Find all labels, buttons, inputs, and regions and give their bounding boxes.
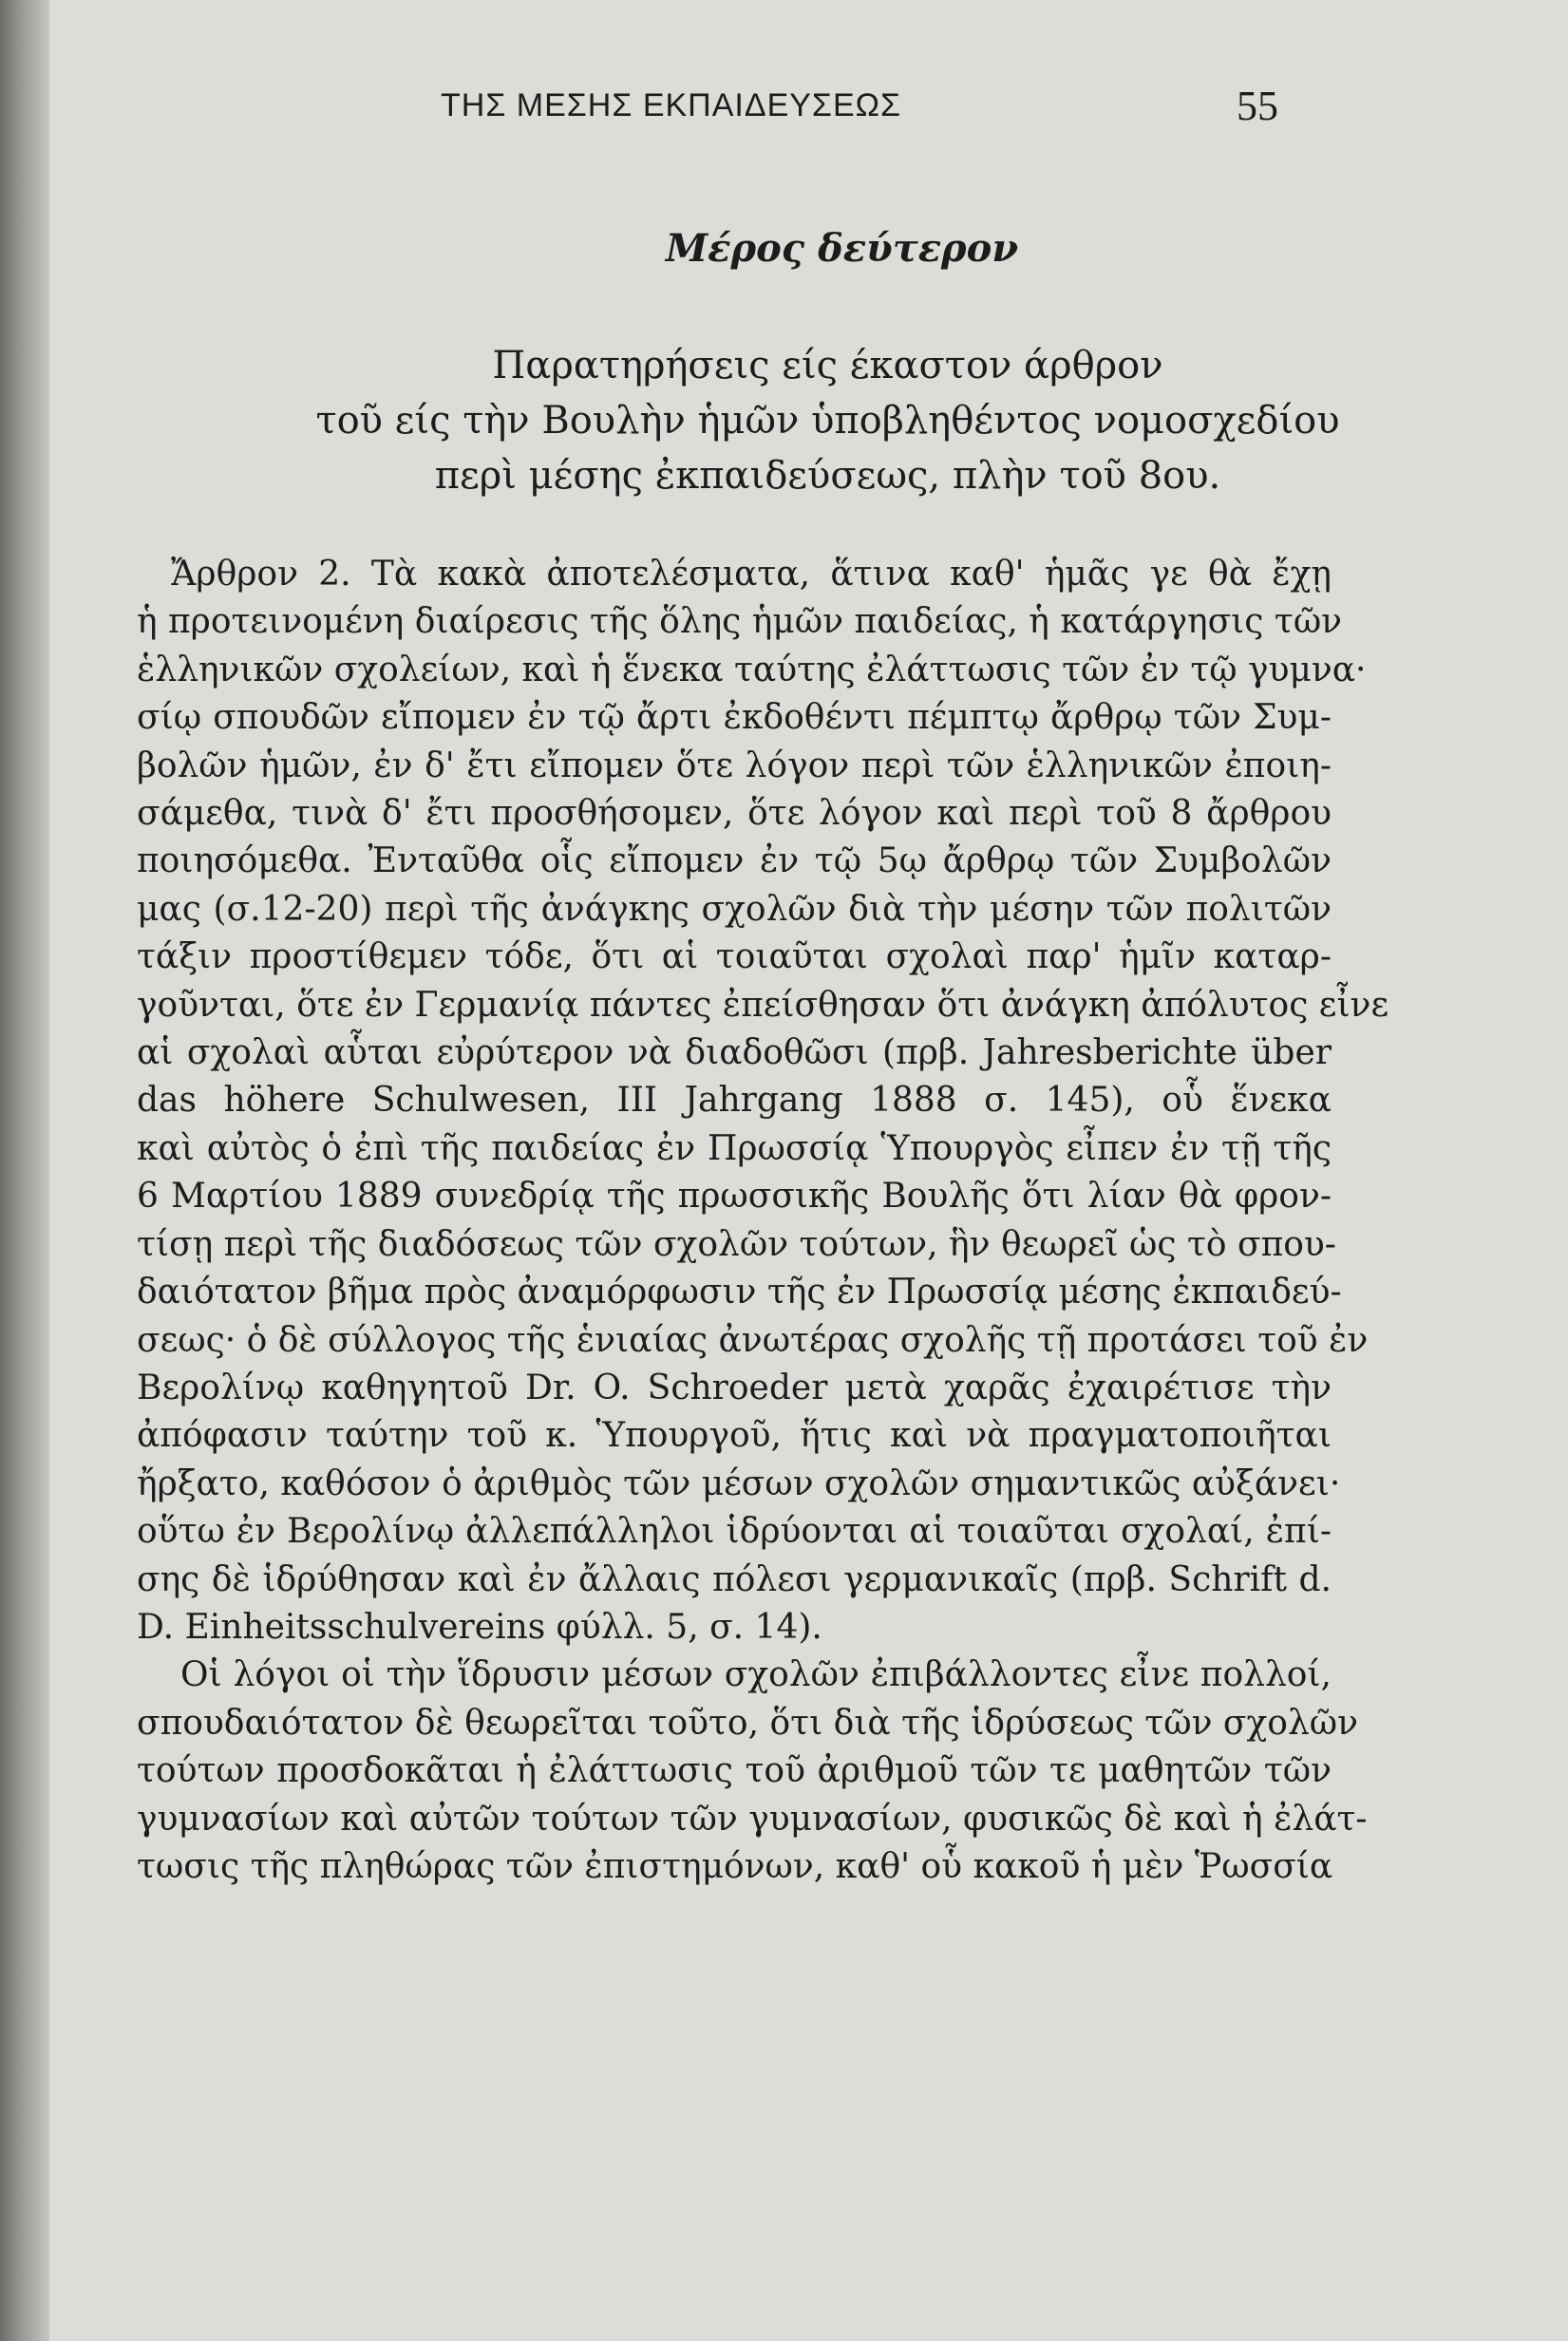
running-title: ΤΗΣ ΜΕΣΗΣ ΕΚΠΑΙΔΕΥΣΕΩΣ <box>441 87 902 123</box>
text-line: τωσις τῆς πληθώρας τῶν ἐπιστημόνων, καθ' οὗ κακοῦ ἡ μὲν Ῥωσσία <box>137 1846 1333 1886</box>
text-line: αἱ σχολαὶ αὗται εὐρύτερον νὰ διαδοθῶσι (πρβ. Jahresberichte über <box>137 1033 1332 1073</box>
paragraph-reasons <box>137 1652 1368 1891</box>
text-line: ἡ προτεινομένη διαίρεσις τῆς ὅλης ἡμῶν παιδείας, ἡ κατάργησις τῶν <box>137 602 1343 642</box>
body-text <box>137 551 1389 1891</box>
text-line: τούτων προσδοκᾶται ἡ ἐλάττωσις τοῦ ἀριθμοῦ τῶν τε μαθητῶν τῶν <box>137 1751 1332 1791</box>
page-shadow-edge <box>0 0 49 2341</box>
text-line: ποιησόμεθα. Ἐνταῦθα οἷς εἴπομεν ἐν τῷ 5ῳ ἄρθρῳ τῶν Συμβολῶν <box>137 841 1332 881</box>
text-line: οὕτω ἐν Βερολίνῳ ἀλλεπάλληλοι ἱδρύονται αἱ τοιαῦται σχολαί, ἐπί- <box>137 1512 1332 1552</box>
text-line: τάξιν προστίθεμεν τόδε, ὅτι αἱ τοιαῦται σχολαὶ παρ' ἡμῖν καταρ- <box>137 937 1332 977</box>
subtitle-line: Παρατηρήσεις είς έκαστον άρθρον <box>492 344 1163 387</box>
subtitle-line: τοῦ είς τὴν Βουλὴν ἡμῶν ὑποβληθέντος νομοσχεδίου <box>315 399 1340 443</box>
subtitle-line: περὶ μέσης ἐκπαιδεύσεως, πλὴν τοῦ 8ου. <box>434 454 1221 498</box>
text-line: σάμεθα, τινὰ δ' ἔτι προσθήσομεν, ὅτε λόγον καὶ περὶ τοῦ 8 ἄρθρου <box>137 794 1332 834</box>
text-line: γοῦνται, ὅτε ἐν Γερμανίᾳ πάντες ἐπείσθησαν ὅτι ἀνάγκη ἀπόλυτος εἶνε <box>137 985 1389 1025</box>
page-number: 55 <box>1237 83 1278 129</box>
book-page <box>49 0 1568 2341</box>
section-subtitle <box>144 338 1511 503</box>
text-line: δαιότατον βῆμα πρὸς ἀναμόρφωσιν τῆς ἐν Πρωσσίᾳ μέσης ἐκπαιδεύ- <box>137 1273 1342 1312</box>
text-line: Ἄρθρον 2. Τὰ κακὰ ἀποτελέσματα, ἅτινα καθ' ἡμᾶς γε θὰ ἔχῃ <box>171 555 1332 594</box>
text-line: σεως· ὁ δὲ σύλλογος τῆς ἑνιαίας ἀνωτέρας σχολῆς τῇ προτάσει τοῦ ἐν <box>137 1320 1369 1360</box>
text-line: βολῶν ἡμῶν, ἐν δ' ἔτι εἴπομεν ὅτε λόγον περὶ τῶν ἑλληνικῶν ἐποιη- <box>137 746 1332 785</box>
text-line: γυμνασίων καὶ αὐτῶν τούτων τῶν γυμνασίων, φυσικῶς δὲ καὶ ἡ ἐλάτ- <box>137 1799 1368 1839</box>
text-line: ἑλληνικῶν σχολείων, καὶ ἡ ἕνεκα ταύτης ἐλάττωσις τῶν ἐν τῷ γυμνα· <box>137 650 1367 689</box>
text-line: σπουδαιότατον δὲ θεωρεῖται τοῦτο, ὅτι διὰ τῆς ἱδρύσεως τῶν σχολῶν <box>137 1703 1359 1743</box>
text-line: Βερολίνῳ καθηγητοῦ Dr. O. Schroeder μετὰ χαρᾶς ἐχαιρέτισε τὴν <box>137 1368 1332 1407</box>
text-line: ἤρξατο, καθόσον ὁ ἀριθμὸς τῶν μέσων σχολῶν σημαντικῶς αὐξάνει· <box>137 1463 1341 1503</box>
text-line: σης δὲ ἱδρύθησαν καὶ ἐν ἄλλαις πόλεσι γερμανικαῖς (πρβ. Schrift d. <box>137 1559 1332 1599</box>
text-line: μας (σ.12-20) περὶ τῆς ἀνάγκης σχολῶν διὰ τὴν μέσην τῶν πολιτῶν <box>137 889 1332 929</box>
page-header <box>49 83 1568 135</box>
text-line: σίῳ σπουδῶν εἴπομεν ἐν τῷ ἄρτι ἐκδοθέντι πέμπτῳ ἄρθρῳ τῶν Συμ- <box>137 698 1332 738</box>
text-line: Οἱ λόγοι οἱ τὴν ἵδρυσιν μέσων σχολῶν ἐπιβάλλοντες εἶνε πολλοί, <box>180 1655 1332 1695</box>
text-line: ἀπόφασιν ταύτην τοῦ κ. Ὑπουργοῦ, ἥτις καὶ νὰ πραγματοποιῆται <box>137 1416 1332 1456</box>
paragraph-article-2 <box>137 551 1389 1652</box>
part-title: Μέρος δεύτερον <box>665 226 1019 271</box>
text-line: 6 Μαρτίου 1889 συνεδρίᾳ τῆς πρωσσικῆς Βουλῆς ὅτι λίαν θὰ φρον- <box>137 1177 1332 1217</box>
text-line: τίσῃ περὶ τῆς διαδόσεως τῶν σχολῶν τούτων, ἣν θεωρεῖ ὡς τὸ σπου- <box>137 1224 1336 1264</box>
text-line: D. Einheitsschulvereins φύλλ. 5, σ. 14). <box>137 1607 822 1647</box>
text-line: das höhere Schulwesen, III Jahrgang 1888 σ. 145), οὗ ἕνεκα <box>137 1081 1332 1121</box>
text-line: καὶ αὐτὸς ὁ ἐπὶ τῆς παιδείας ἐν Πρωσσίᾳ Ὑπουργὸς εἶπεν ἐν τῇ τῆς <box>137 1128 1332 1168</box>
